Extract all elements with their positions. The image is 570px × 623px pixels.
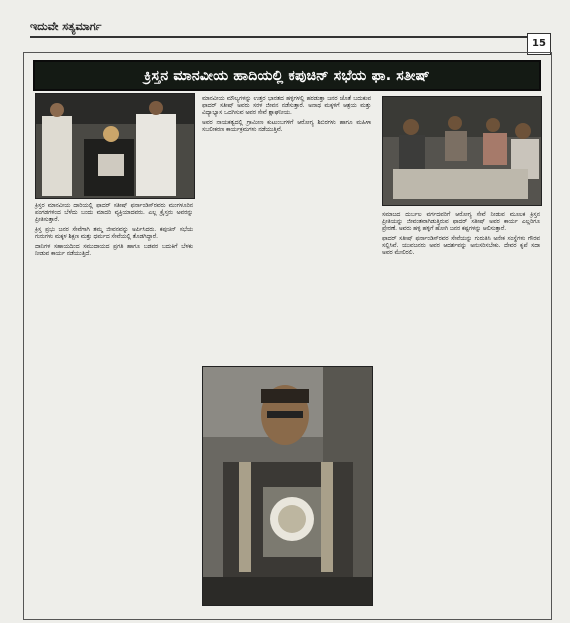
article-paragraph: ಫಾದರ್ ಸತೀಷ್ ಫರ್ನಾಂಡಿಸ್‌ರವರ ಸೇವೆಯನ್ನು ಗುರುತಿಸಿ ಅನೇಕ ಸಂಸ್ಥೆಗಳು ಗೌರವ ಸಲ್ಲಿಸಿವೆ. ಯುವಜನರು ಅವರ ಆದರ್ಶವನ್ನು ಅನುಸರಿಸಬೇಕು. ದೇವರ ಕೃಪೆ ಸದಾ ಅವರ ಮೇಲಿರಲಿ.: [382, 236, 540, 256]
article-paragraph: ಕ್ರಿಸ್ತ ಪ್ರಭು ಜನರ ಸೇವೆಗಾಗಿ ತಮ್ಮ ಜೀವನವನ್ನು ಅರ್ಪಿಸಿದರು. ಕಪುಚಿನ್ ಸಭೆಯ ಗುರುಗಳು ಮಕ್ಕಳ ಶಿಕ್ಷಣ ಮತ್ತು ಧರ್ಮದ ಸೇವೆಯಲ್ಲಿ ತೊಡಗಿದ್ದಾರೆ.: [35, 227, 193, 240]
header-rule: [30, 36, 527, 38]
column-left: [35, 203, 193, 605]
page-number: 15: [527, 33, 551, 55]
article-paragraph: ಸಮಾಜದ ದುರ್ಬಲ ವರ್ಗದವರಿಗೆ ಆರೋಗ್ಯ ಸೇವೆ ನೀಡುವ ಮೂಲಕ ಕ್ರಿಸ್ತನ ಪ್ರೀತಿಯನ್ನು ಜೀವಂತವಾಗಿಡುತ್ತಿರುವ ಫಾದರ್ ಸತೀಷ್ ಅವರ ಕಾರ್ಯ ಎಲ್ಲರಿಗೂ ಪ್ರೇರಣೆ. ಅವರು ಹಳ್ಳಿ ಹಳ್ಳಿಗೆ ಹೋಗಿ ಜನರ ಕಷ್ಟಗಳನ್ನು ಆಲಿಸುತ್ತಾರೆ.: [382, 212, 540, 232]
photo-ceremony: [35, 93, 195, 199]
article-paragraph: ಮಾನವೀಯ ಮೌಲ್ಯಗಳನ್ನು ಉತ್ತರ ಭಾರತದ ಹಳ್ಳಿಗಳಲ್ಲಿ ಹರಡುತ್ತಾ ಜನರ ಜೊತೆ ಬದುಕುವ ಫಾದರ್ ಸತೀಷ್ ಅವರು ಸರಳ ಜೀವನ ನಡೆಸುತ್ತಾರೆ. ಅನಾಥ ಮಕ್ಕಳಿಗೆ ಆಶ್ರಯ ಮತ್ತು ವಿದ್ಯಾಭ್ಯಾಸ ಒದಗಿಸುವ ಅವರ ಸೇವೆ ಶ್ಲಾಘನೀಯ.: [202, 96, 371, 116]
photo-portrait-award: [202, 366, 373, 606]
running-head: ಇದುವೇ ಸತ್ಯಮಾರ್ಗ: [30, 20, 102, 33]
article-paragraph: ಕ್ರಿಸ್ತರ ಮಾನವೀಯ ದಾರಿಯಲ್ಲಿ ಫಾದರ್ ಸತೀಷ್ ಫರ್ನಾಂಡಿಸ್‌ರವರು ಮಂಗಳೂರಿನ ಪಂಗಡಗಳಿಂದ ಬೆಳೆದು ಬಂದು ಮಾದರಿ ವ್ಯಕ್ತಿಯಾದವರು. ಎಲ್ಲ ಕ್ರೈಸ್ತರು ಅವರನ್ನು ಪ್ರೀತಿಸುತ್ತಾರೆ.: [35, 203, 193, 223]
headline: ಕ್ರಿಸ್ತನ ಮಾನವೀಯ ಹಾದಿಯಲ್ಲಿ ಕಪುಚಿನ್ ಸಭೆಯ ಫಾ. ಸತೀಷ್: [33, 60, 541, 91]
column-middle: [202, 96, 371, 358]
photo-gathering: [382, 96, 542, 206]
column-right: [382, 212, 540, 604]
article-paragraph: ಅವರ ನಾಯಕತ್ವದಲ್ಲಿ ಗ್ರಾಮೀಣ ಕುಟುಂಬಗಳಿಗೆ ಆರೋಗ್ಯ ಶಿಬಿರಗಳು ಹಾಗೂ ಮಹಿಳಾ ಸಬಲೀಕರಣ ಕಾರ್ಯಕ್ರಮಗಳು ನಡೆಯುತ್ತಿವೆ.: [202, 120, 371, 133]
article-paragraph: ದಾನಿಗಳ ಸಹಾಯದಿಂದ ಸಮುದಾಯದ ಪ್ರಗತಿ ಹಾಗೂ ಬಡವರ ಬದುಕಿಗೆ ಬೆಳಕು ನೀಡುವ ಕಾರ್ಯ ನಡೆಯುತ್ತಿದೆ.: [35, 244, 193, 257]
